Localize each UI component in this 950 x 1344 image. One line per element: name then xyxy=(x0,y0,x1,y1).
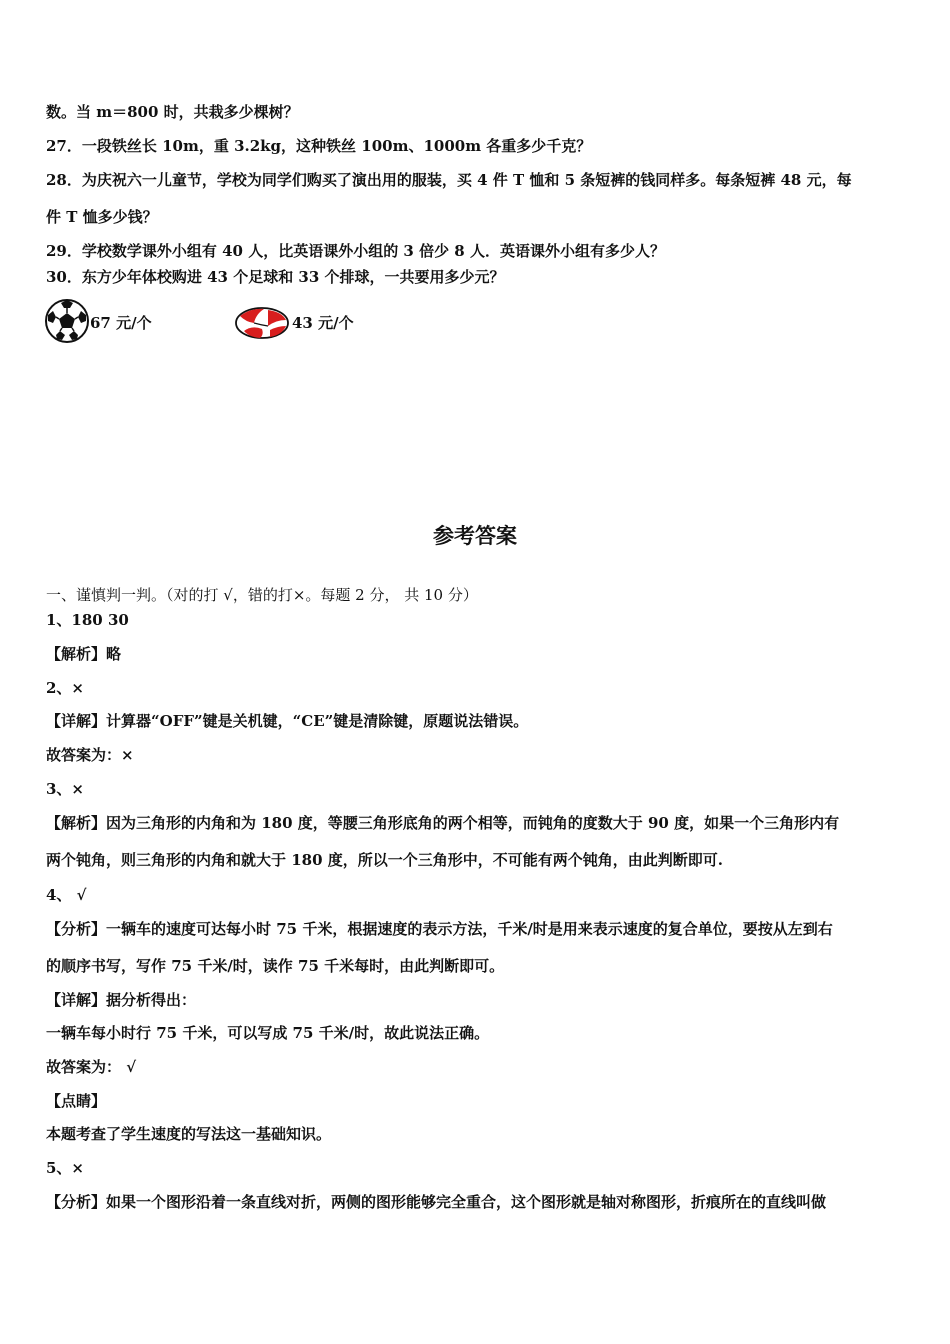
answer-4-point: 【点睛】 xyxy=(46,1092,107,1110)
answer-5-analysis: 【分析】如果一个图形沿着一条直线对折，两侧的图形能够完全重合，这个图形就是轴对称图形，折痕所在的直线叫做 xyxy=(46,1193,827,1211)
football-price: 67 元/个 xyxy=(90,314,152,332)
question-27: 27．一段铁丝长 10m，重 3.2kg，这种铁丝 100m、1000m 各重多少千克？ xyxy=(46,137,592,155)
answer-3-note-line2: 两个钝角，则三角形的内角和就大于 180 度，所以一个三角形中，不可能有两个钝角，由此判断即可. xyxy=(46,851,723,869)
volleyball-icon xyxy=(234,306,290,340)
answer-4-detail: 【详解】据分析得出： xyxy=(46,991,197,1009)
answer-2-note: 【详解】计算器“OFF”键是关机键，“CE”键是清除键，原题说法错误。 xyxy=(46,712,529,730)
answer-4-analysis-line2: 的顺序书写，写作 75 千米/时，读作 75 千米每时，由此判断即可。 xyxy=(46,957,505,975)
question-30: 30．东方少年体校购进 43 个足球和 33 个排球，一共要用多少元？ xyxy=(46,268,505,286)
section1-heading: 一、谨慎判一判。（对的打 √，错的打×。每题 2 分， 共 10 分） xyxy=(46,586,478,604)
answer-title: 参考答案 xyxy=(433,524,517,548)
answer-2: 2、× xyxy=(46,679,85,697)
ball-prices xyxy=(44,298,444,344)
answer-1-note: 【解析】略 xyxy=(46,645,122,663)
answer-3: 3、× xyxy=(46,780,85,798)
answer-4-analysis-line1: 【分析】一辆车的速度可达每小时 75 千米，根据速度的表示方法，千米/时是用来表示速度的复合单位，要按从左到右 xyxy=(46,920,833,938)
answer-4-detail-text: 一辆车每小时行 75 千米，可以写成 75 千米/时，故此说法正确。 xyxy=(46,1024,490,1042)
question-29: 29．学校数学课外小组有 40 人，比英语课外小组的 3 倍少 8 人．英语课外小组有多少人？ xyxy=(46,242,665,260)
answer-4-answer: 故答案为： √ xyxy=(46,1058,137,1076)
answer-1: 1、180 30 xyxy=(46,611,129,629)
answer-5: 5、× xyxy=(46,1159,85,1177)
answer-3-note-line1: 【解析】因为三角形的内角和为 180 度，等腰三角形底角的两个相等，而钝角的度数大于 90 度，如果一个三角形内有 xyxy=(46,814,840,832)
question-28-line1: 28．为庆祝六一儿童节，学校为同学们购买了演出用的服装，买 4 件 T 恤和 5 条短裤的钱同样多。每条短裤 48 元，每 xyxy=(46,171,852,189)
football-icon xyxy=(44,298,90,344)
answer-4-point-text: 本题考查了学生速度的写法这一基础知识。 xyxy=(46,1125,332,1143)
answer-4: 4、 √ xyxy=(46,886,87,904)
volleyball-price: 43 元/个 xyxy=(292,314,354,332)
question-28-line2: 件 T 恤多少钱？ xyxy=(46,208,158,226)
answer-2-answer: 故答案为：× xyxy=(46,746,134,764)
question-26-tail: 数。当 m＝800 时，共栽多少棵树？ xyxy=(46,103,299,121)
